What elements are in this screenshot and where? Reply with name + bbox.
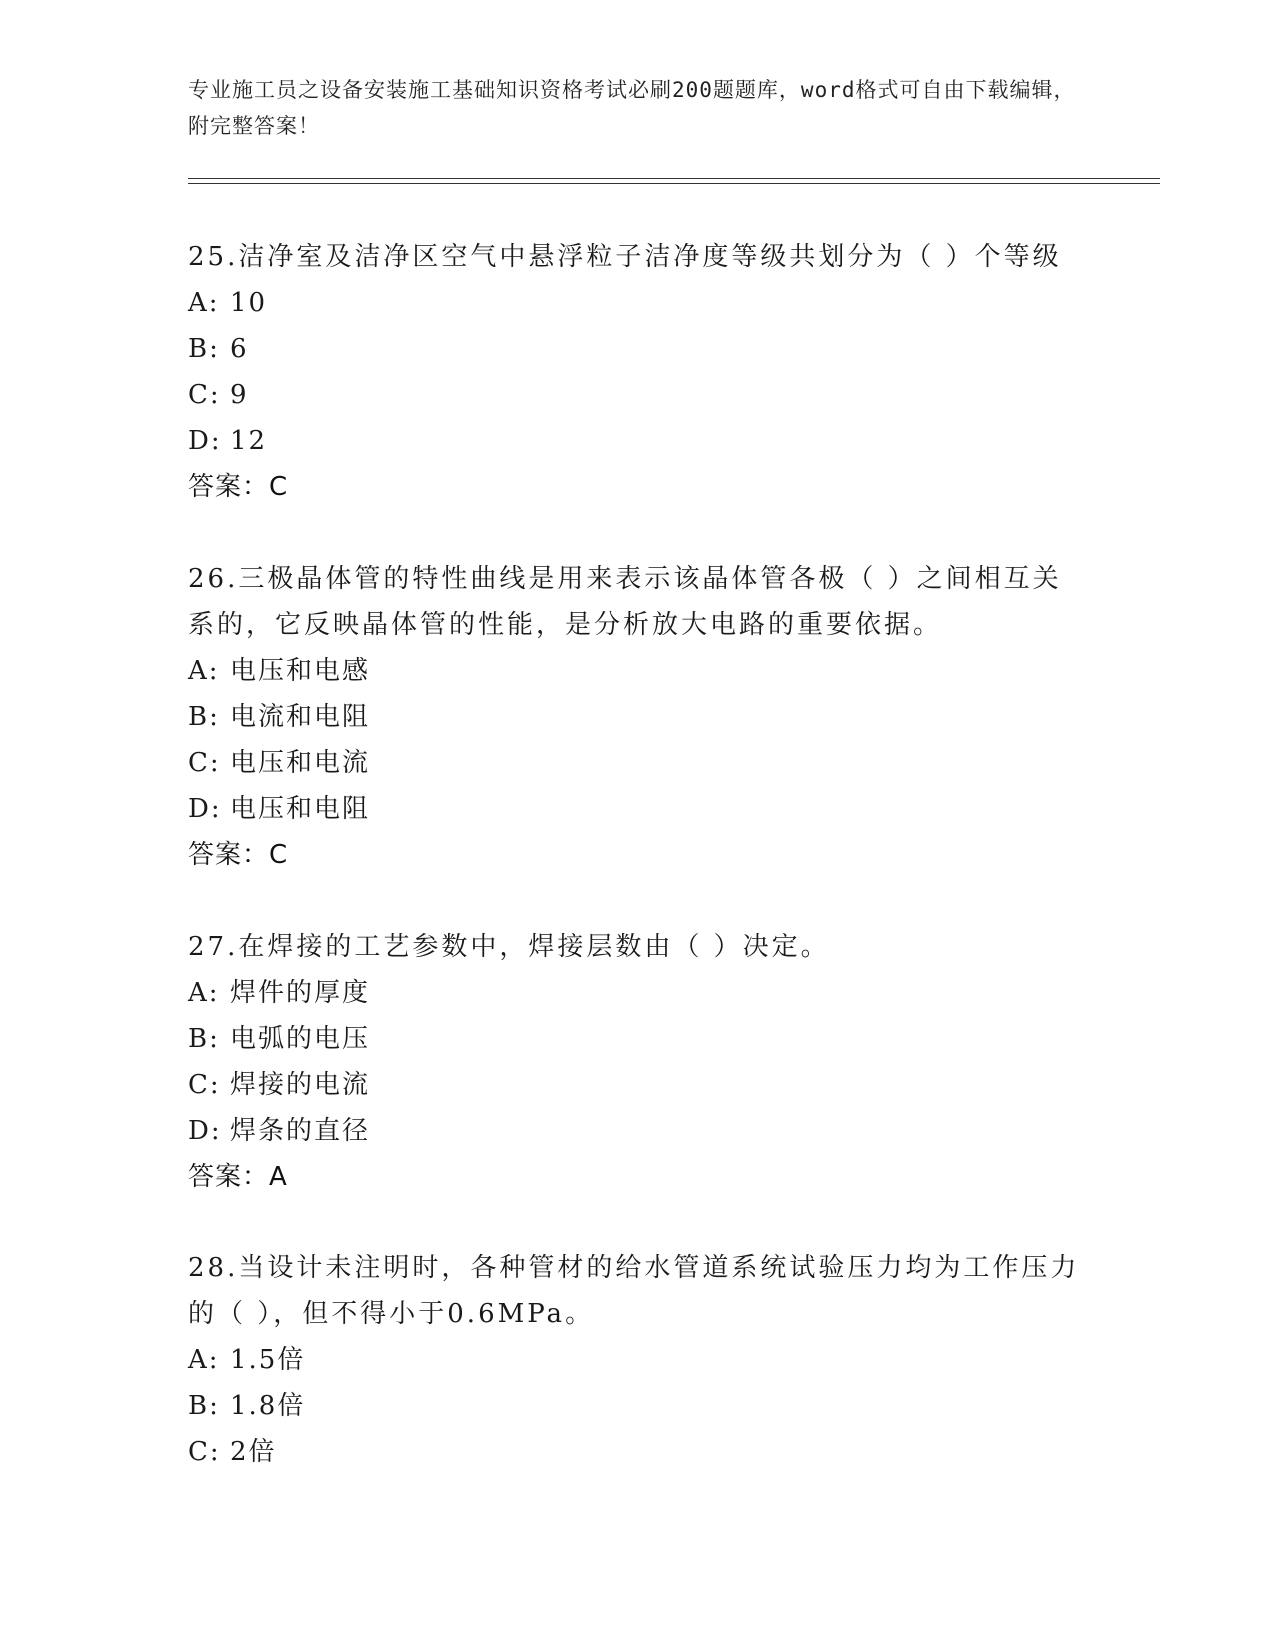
option-text: 2倍 [230, 1437, 277, 1467]
answer-line: 答案：C [188, 472, 289, 502]
question-stem: 27.在焊接的工艺参数中，焊接层数由（ ）决定。 [188, 932, 830, 962]
header-divider-bottom [188, 183, 1160, 184]
question-27 [188, 924, 1088, 1200]
option-a [188, 1337, 1088, 1383]
option-text: 焊条的直径 [230, 1116, 371, 1146]
option-key: B: [188, 1391, 220, 1421]
option-d [188, 786, 1088, 832]
option-a [188, 970, 1088, 1016]
option-key: C: [188, 748, 221, 778]
answer-line: 答案：A [188, 1162, 288, 1192]
option-c [188, 1429, 1088, 1475]
option-text: 10 [230, 288, 268, 318]
option-text: 焊接的电流 [230, 1070, 371, 1100]
option-text: 1.8倍 [230, 1391, 306, 1421]
option-key: A: [188, 656, 220, 686]
question-26 [188, 556, 1088, 878]
option-b [188, 1383, 1088, 1429]
option-key: D: [188, 1116, 222, 1146]
option-a [188, 648, 1088, 694]
option-b [188, 694, 1088, 740]
option-text: 9 [230, 380, 249, 410]
document-header: 专业施工员之设备安装施工基础知识资格考试必刷200题题库，word格式可自由下载编辑，附完整答案！ [188, 78, 1076, 138]
option-text: 12 [230, 426, 268, 456]
option-key: A: [188, 978, 220, 1008]
question-25 [188, 234, 1088, 510]
option-key: C: [188, 1437, 221, 1467]
option-text: 6 [230, 334, 249, 364]
option-key: C: [188, 1070, 221, 1100]
option-c [188, 740, 1088, 786]
option-key: B: [188, 334, 220, 364]
option-c [188, 372, 1088, 418]
option-key: B: [188, 702, 220, 732]
option-text: 电流和电阻 [230, 702, 371, 732]
option-key: D: [188, 426, 222, 456]
question-stem: 28.当设计未注明时，各种管材的给水管道系统试验压力均为工作压力的（ ），但不得小于0.6MPa。 [188, 1253, 1080, 1329]
option-key: C: [188, 380, 221, 410]
option-text: 电压和电感 [230, 656, 371, 686]
header-divider-top [188, 178, 1160, 179]
option-key: A: [188, 1345, 220, 1375]
option-key: B: [188, 1024, 220, 1054]
option-key: D: [188, 794, 222, 824]
option-b [188, 1016, 1088, 1062]
answer-line: 答案：C [188, 840, 289, 870]
option-text: 1.5倍 [230, 1345, 306, 1375]
option-text: 焊件的厚度 [230, 978, 371, 1008]
option-text: 电压和电阻 [230, 794, 371, 824]
option-d [188, 418, 1088, 464]
option-text: 电压和电流 [230, 748, 371, 778]
option-c [188, 1062, 1088, 1108]
question-stem: 26.三极晶体管的特性曲线是用来表示该晶体管各极（ ）之间相互关系的，它反映晶体管的性能，是分析放大电路的重要依据。 [188, 564, 1062, 640]
question-stem: 25.洁净室及洁净区空气中悬浮粒子洁净度等级共划分为（ ）个等级 [188, 242, 1062, 272]
question-28 [188, 1245, 1088, 1475]
option-key: A: [188, 288, 220, 318]
option-text: 电弧的电压 [230, 1024, 371, 1054]
option-d [188, 1108, 1088, 1154]
option-b [188, 326, 1088, 372]
option-a [188, 280, 1088, 326]
